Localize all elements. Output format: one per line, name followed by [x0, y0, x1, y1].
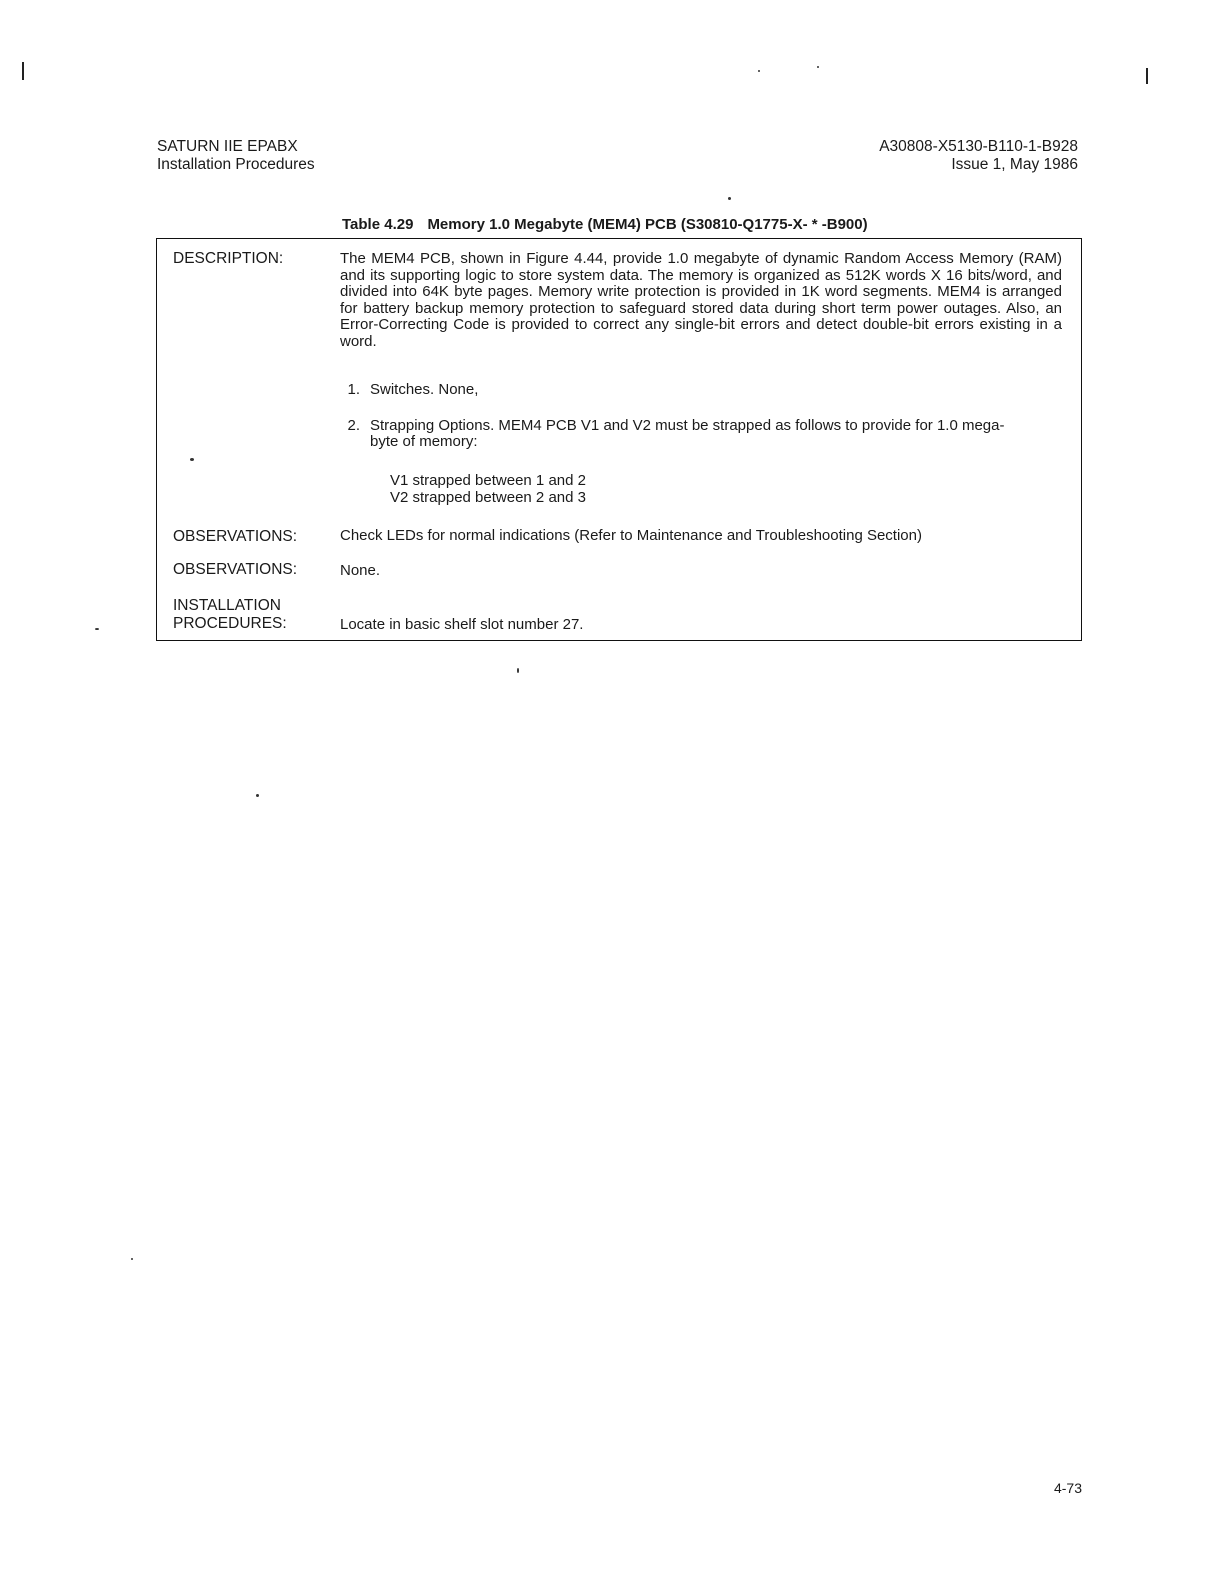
list-item-text-continued: byte of memory: — [370, 433, 478, 450]
document-header-right — [879, 138, 1078, 174]
description-label: DESCRIPTION: — [173, 250, 284, 267]
scan-speck — [95, 628, 99, 630]
table-title: Memory 1.0 Megabyte (MEM4) PCB (S30810-Q1775-X- * -B900) — [427, 216, 868, 233]
issue-date: Issue 1, May 1986 — [951, 156, 1078, 173]
table-caption — [342, 216, 868, 233]
observations-text: Check LEDs for normal indications (Refer to Maintenance and Troubleshooting Section) — [340, 527, 922, 544]
list-item-text: Switches. None, — [370, 381, 479, 398]
scan-mark — [22, 62, 24, 80]
strap-v2: V2 strapped between 2 and 3 — [390, 489, 586, 506]
product-name: SATURN IIE EPABX — [157, 138, 298, 155]
spec-table — [156, 238, 1082, 641]
observations-label: OBSERVATIONS: — [173, 528, 298, 545]
manual-section: Installation Procedures — [157, 156, 315, 173]
strap-v1: V1 strapped between 1 and 2 — [390, 472, 586, 489]
list-item-number: 1. — [347, 381, 360, 398]
list-item-number: 2. — [347, 417, 360, 434]
list-item — [340, 382, 1062, 400]
list-item — [340, 418, 1062, 454]
table-number: Table 4.29 — [342, 216, 414, 233]
document-header-left — [157, 138, 315, 174]
installation-label-line2: PROCEDURES: — [173, 615, 287, 632]
scan-speck — [758, 70, 760, 72]
observations-label-2: OBSERVATIONS: — [173, 561, 298, 578]
scan-speck — [817, 66, 819, 68]
list-item-text: Strapping Options. MEM4 PCB V1 and V2 must be strapped as follows to provide for 1.0 mega- — [370, 417, 1005, 434]
scan-mark — [1146, 68, 1148, 84]
document-code: A30808-X5130-B110-1-B928 — [879, 138, 1078, 155]
scan-speck — [517, 668, 519, 673]
description-text: The MEM4 PCB, shown in Figure 4.44, provide 1.0 megabyte of dynamic Random Access Memory (RAM) and its supporting logic to store system data. The memory is organized as 512K words X 16 bits/word, and divided into 64K byte pages. Memory write protection is provided in 1K word segments. MEM4 is arranged for battery backup memory protection to safeguard stored data during short term power outages. Also, an Error-Correcting Code is provided to correct any single-bit errors and detect double-bit errors existing in a word. — [340, 250, 1062, 350]
installation-label-line1: INSTALLATION — [173, 597, 281, 614]
installation-text: Locate in basic shelf slot number 27. — [340, 616, 584, 633]
installation-label — [173, 597, 287, 633]
scan-speck — [256, 794, 259, 797]
scan-speck — [131, 1258, 133, 1260]
observations-text-2: None. — [340, 562, 381, 579]
scan-speck — [190, 458, 194, 461]
page-number: 4-73 — [1053, 1480, 1082, 1496]
scan-speck — [728, 197, 731, 200]
